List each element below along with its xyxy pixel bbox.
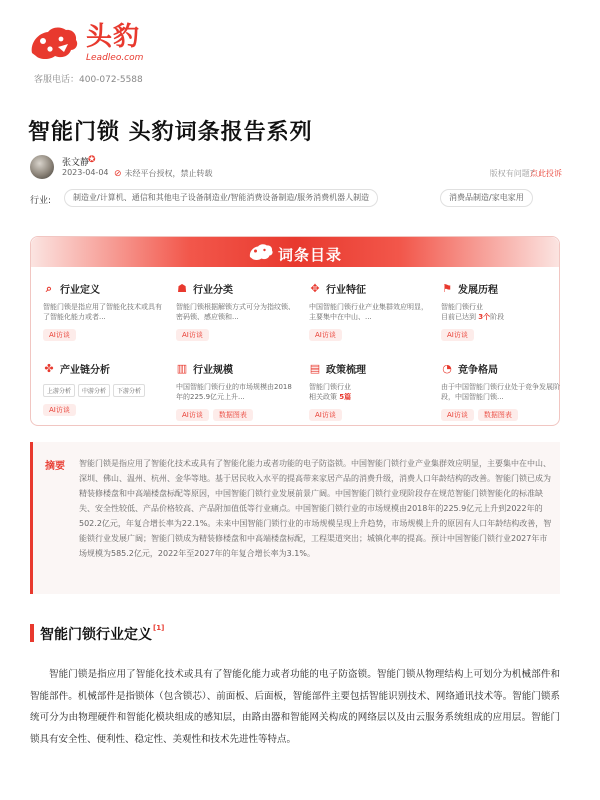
catalog-header [31, 237, 559, 267]
abstract-label: 摘要 [45, 461, 65, 472]
catalog-item-title: 行业规模 [193, 365, 233, 376]
highlight-count: 5篇 [339, 393, 352, 401]
section-accent-bar [30, 624, 34, 642]
ai-interview-tag[interactable]: AI访谈 [309, 329, 342, 341]
ai-interview-tag[interactable]: AI访谈 [176, 409, 209, 421]
report-link[interactable]: 点此投诉 [530, 169, 562, 178]
catalog-item-policy[interactable]: ▤ 政策梳理 智能门锁行业 相关政策 5篇 AI访谈 [309, 362, 366, 419]
catalog-item-title: 行业定义 [60, 285, 100, 296]
publish-date: 2023-04-04 [62, 168, 109, 177]
ai-interview-tag[interactable]: AI访谈 [441, 409, 474, 421]
catalog-item-scale[interactable] [176, 361, 296, 421]
catalog-item-desc: 智能门锁行业 [309, 383, 351, 391]
data-chart-tag[interactable]: 数据图表 [478, 409, 518, 421]
policy-icon: ▤ [309, 362, 321, 375]
catalog-item-competition[interactable] [441, 361, 561, 421]
repost-notice-text: 未经平台授权，禁止转载 [124, 169, 213, 178]
section-title: 智能门锁行业定义[1] [40, 624, 165, 643]
data-chart-tag[interactable]: 数据图表 [213, 409, 253, 421]
abstract-panel [30, 442, 560, 594]
catalog-item-desc: 由于中国智能门锁行业处于竞争发展阶段，中国智能门锁... [441, 383, 560, 401]
catalog-item-title: 发展历程 [458, 285, 498, 296]
ban-icon: ⊘ [114, 168, 122, 179]
industry-label: 行业: [30, 196, 52, 206]
brand-domain: Leadleo.com [86, 53, 144, 63]
midstream-tag[interactable]: 中游分析 [78, 384, 110, 397]
ai-interview-tag[interactable]: AI访谈 [43, 329, 76, 341]
catalog-item-desc: 智能门锁根据解锁方式可分为指纹锁、密码锁、感应锁和... [176, 303, 295, 321]
category-icon: ☗ [177, 282, 187, 295]
competition-icon: ◔ [442, 362, 452, 375]
ai-interview-tag[interactable]: AI访谈 [43, 404, 76, 416]
leopard-mascot-icon [248, 242, 274, 266]
catalog-panel [30, 236, 560, 426]
catalog-item-title: 产业链分析 [60, 365, 110, 376]
catalog-item-title: 政策梳理 [326, 365, 366, 376]
catalog-item-features[interactable] [309, 281, 429, 341]
upstream-tag[interactable]: 上游分析 [43, 384, 75, 397]
copyright-question: 版权有问题? [489, 169, 534, 178]
catalog-item-chain[interactable] [43, 361, 163, 416]
brand-name: 头豹 [86, 22, 141, 52]
author-name[interactable]: 张文静 [62, 158, 90, 168]
downstream-tag[interactable]: 下游分析 [113, 384, 145, 397]
catalog-title: 词条目录 [277, 245, 343, 264]
catalog-item-title: 行业分类 [193, 285, 233, 296]
leopard-logo-icon [28, 23, 80, 63]
catalog-item-classification[interactable] [176, 281, 296, 341]
ai-interview-tag[interactable]: AI访谈 [309, 409, 342, 421]
search-doc-icon: ⌕ [45, 281, 53, 295]
catalog-item-title: 竞争格局 [458, 365, 498, 376]
industry-tag[interactable]: 消费品制造/家电家用 [440, 189, 533, 207]
features-icon: ✥ [310, 282, 320, 295]
service-telephone: 客服电话：400-072-5588 [34, 75, 143, 85]
catalog-item-history[interactable]: ⚑ 发展历程 智能门锁行业 目前已达到 3个阶段 AI访谈 [441, 282, 505, 339]
ai-interview-tag[interactable]: AI访谈 [441, 329, 474, 341]
industry-tag[interactable]: 制造业/计算机、通信和其他电子设备制造业/智能消费设备制造/服务消费机器人制造 [64, 189, 378, 207]
highlight-count: 3个 [478, 313, 491, 321]
author-avatar[interactable] [30, 155, 54, 179]
catalog-item-definition[interactable] [43, 281, 163, 341]
ai-interview-tag[interactable]: AI访谈 [176, 329, 209, 341]
catalog-item-desc: 智能门锁是指应用了智能化技术或具有了智能化能力或者... [43, 303, 162, 321]
chain-icon: ✤ [44, 362, 54, 375]
catalog-item-desc: 中国智能门锁行业产业集群效应明显，主要集中在中山、... [309, 303, 428, 321]
section-body: 智能门锁是指应用了智能化技术或具有了智能化能力或者功能的电子防盗锁。智能门锁从物理结构上可划分为机械部件和智能部件。机械部件是指锁体（包含锁芯）、前面板、后面板，智能部件主要包括智能识别技术、网络通讯技术等。智能门锁系统可分为由物理硬件和智能化模块组成的感知层，由路由器和智能网关构成的网络层以及由云服务系统组成的应用层。智能门锁具有安全性、便利性、稳定性、美观性和技术先进性等特点。 [30, 669, 560, 745]
history-icon: ⚑ [442, 282, 452, 295]
catalog-item-desc: 智能门锁行业 [441, 303, 483, 311]
catalog-item-title: 行业特征 [326, 285, 366, 296]
repost-notice [114, 168, 213, 179]
scale-chart-icon: ▥ [176, 362, 188, 375]
brand-logo-block[interactable] [28, 16, 143, 70]
catalog-item-desc: 中国智能门锁行业的市场规模由2018年的225.9亿元上升... [176, 383, 292, 401]
page-title: 智能门锁 头豹词条报告系列 [28, 120, 313, 145]
abstract-text: 智能门锁是指应用了智能化技术或具有了智能化能力或者功能的电子防盗锁。中国智能门锁行业产业集群效应明显，主要集中在中山、深圳、佛山、温州、杭州、金华等地。基于居民收入水平的提高带来家居产品的消费升级，消费人口年龄结构的改善。智能门锁已成为精装修楼盘和中高端楼盘标配等原因，中国智能门锁行业发展前景广阔。中国智能门锁行业现阶段存在规范智能门锁智能化的标准缺失、安全性较低、产品价格较高、产品附加值低等行业痛点。中国智能门锁行业的市场规模由2018年的225.9亿元上升到2022年的502.2亿元，年复合增长率为22.1%。未来中国智能门锁行业的市场规模呈现上升趋势，市场规模上升的原因有人口年龄结构改善，智能锁行业发展广阔；智能门锁成为精装修楼盘和中高端楼盘标配，工程渠道突出；城镇化率的提高。预计中国智能门锁行业2027年市场规模为585.2亿元，2022年至2027年的年复合增长率为3.1%。 [79, 459, 552, 558]
verified-badge-icon: ✪ [88, 155, 96, 165]
reference-link[interactable]: [1] [153, 624, 165, 632]
